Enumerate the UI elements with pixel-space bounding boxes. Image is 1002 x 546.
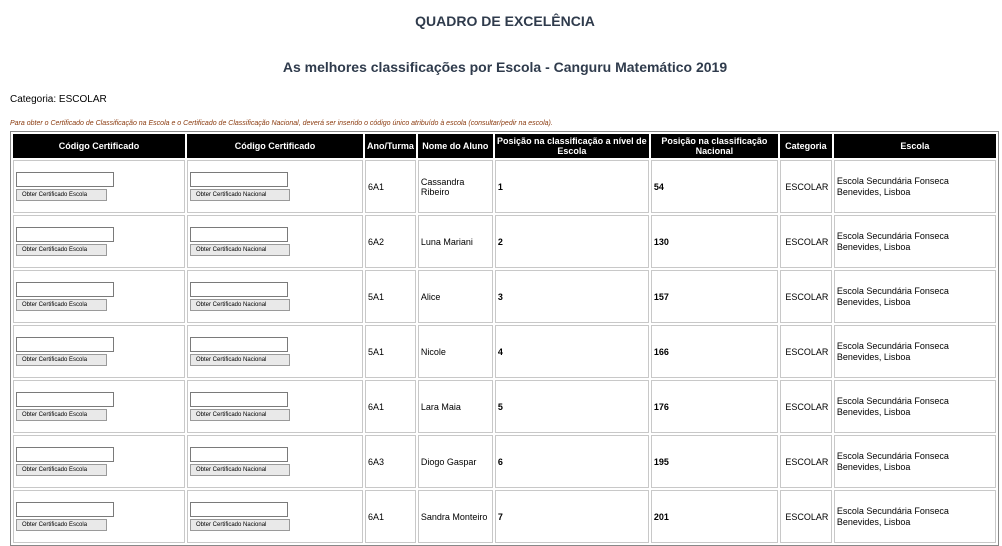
categoria-cell: ESCOLAR (780, 380, 832, 433)
table-row (13, 435, 996, 488)
cert-escola-input[interactable] (16, 282, 114, 297)
header-pos-nacional: Posição na classificação Nacional (651, 134, 778, 158)
cert-nacional-cell (187, 490, 363, 543)
results-table (10, 131, 999, 546)
pos-escola-cell: 7 (495, 490, 649, 543)
nome-aluno-cell: Cassandra Ribeiro (418, 160, 493, 213)
nome-aluno-cell: Luna Mariani (418, 215, 493, 268)
categoria-cell: ESCOLAR (780, 435, 832, 488)
get-national-certificate-button[interactable]: Obter Certificado Nacional (190, 409, 290, 421)
cert-nacional-cell (187, 380, 363, 433)
categoria-cell: ESCOLAR (780, 270, 832, 323)
pos-escola-cell: 3 (495, 270, 649, 323)
table-row (13, 160, 996, 213)
header-cert-escola: Código Certificado (13, 134, 185, 158)
cert-nacional-input[interactable] (190, 392, 288, 407)
certificate-note: Para obter o Certificado de Classificação na Escola e o Certificado de Classificação Nacional, deverá ser inserido o código único atribuído à escola (consultar/pedir na escola). (10, 120, 553, 127)
get-national-certificate-button[interactable]: Obter Certificado Nacional (190, 189, 290, 201)
cert-nacional-input[interactable] (190, 282, 288, 297)
pos-escola-cell: 5 (495, 380, 649, 433)
category-value: ESCOLAR (58, 94, 107, 105)
header-categoria: Categoria (780, 134, 832, 158)
table-header-row (13, 134, 996, 158)
nome-aluno-cell: Diogo Gaspar (418, 435, 493, 488)
get-national-certificate-button[interactable]: Obter Certificado Nacional (190, 354, 290, 366)
pos-escola-cell: 4 (495, 325, 649, 378)
pos-nacional-cell: 157 (651, 270, 778, 323)
get-national-certificate-button[interactable]: Obter Certificado Nacional (190, 464, 290, 476)
nome-aluno-cell: Sandra Monteiro (418, 490, 493, 543)
nome-aluno-cell: Nicole (418, 325, 493, 378)
table-row (13, 270, 996, 323)
get-national-certificate-button[interactable]: Obter Certificado Nacional (190, 244, 290, 256)
ano-turma-cell: 6A1 (365, 380, 416, 433)
cert-escola-input[interactable] (16, 392, 114, 407)
category-line (10, 94, 107, 105)
table-row (13, 380, 996, 433)
escola-cell: Escola Secundária Fonseca Benevides, Lisboa (834, 380, 996, 433)
cert-escola-input[interactable] (16, 502, 114, 517)
get-school-certificate-button[interactable]: Obter Certificado Escola (16, 189, 107, 201)
pos-nacional-cell: 166 (651, 325, 778, 378)
get-school-certificate-button[interactable]: Obter Certificado Escola (16, 464, 107, 476)
cert-escola-input[interactable] (16, 227, 114, 242)
escola-cell: Escola Secundária Fonseca Benevides, Lisboa (834, 160, 996, 213)
cert-escola-input[interactable] (16, 337, 114, 352)
ano-turma-cell: 6A1 (365, 490, 416, 543)
get-national-certificate-button[interactable]: Obter Certificado Nacional (190, 299, 290, 311)
header-escola: Escola (834, 134, 996, 158)
cert-escola-cell (13, 160, 185, 213)
get-school-certificate-button[interactable]: Obter Certificado Escola (16, 354, 107, 366)
cert-nacional-input[interactable] (190, 447, 288, 462)
escola-cell: Escola Secundária Fonseca Benevides, Lisboa (834, 270, 996, 323)
header-pos-escola: Posição na classificação a nível de Escola (495, 134, 649, 158)
ano-turma-cell: 6A2 (365, 215, 416, 268)
page-title: QUADRO DE EXCELÊNCIA (415, 13, 595, 29)
cert-escola-input[interactable] (16, 172, 114, 187)
header-ano-turma: Ano/Turma (365, 134, 416, 158)
table-row (13, 490, 996, 543)
cert-escola-cell (13, 380, 185, 433)
get-school-certificate-button[interactable]: Obter Certificado Escola (16, 299, 107, 311)
pos-nacional-cell: 176 (651, 380, 778, 433)
cert-nacional-cell (187, 435, 363, 488)
pos-nacional-cell: 201 (651, 490, 778, 543)
cert-escola-cell (13, 270, 185, 323)
cert-nacional-cell (187, 160, 363, 213)
cert-escola-cell (13, 435, 185, 488)
categoria-cell: ESCOLAR (780, 490, 832, 543)
cert-escola-input[interactable] (16, 447, 114, 462)
escola-cell: Escola Secundária Fonseca Benevides, Lisboa (834, 490, 996, 543)
cert-nacional-input[interactable] (190, 227, 288, 242)
ano-turma-cell: 6A1 (365, 160, 416, 213)
cert-nacional-cell (187, 215, 363, 268)
get-school-certificate-button[interactable]: Obter Certificado Escola (16, 519, 107, 531)
categoria-cell: ESCOLAR (780, 160, 832, 213)
ano-turma-cell: 6A3 (365, 435, 416, 488)
categoria-cell: ESCOLAR (780, 215, 832, 268)
pos-nacional-cell: 130 (651, 215, 778, 268)
header-cert-nacional: Código Certificado (187, 134, 363, 158)
cert-escola-cell (13, 490, 185, 543)
pos-escola-cell: 2 (495, 215, 649, 268)
escola-cell: Escola Secundária Fonseca Benevides, Lisboa (834, 325, 996, 378)
nome-aluno-cell: Alice (418, 270, 493, 323)
cert-nacional-cell (187, 270, 363, 323)
escola-cell: Escola Secundária Fonseca Benevides, Lisboa (834, 435, 996, 488)
table-row (13, 325, 996, 378)
ano-turma-cell: 5A1 (365, 325, 416, 378)
header-nome: Nome do Aluno (418, 134, 493, 158)
cert-escola-cell (13, 215, 185, 268)
nome-aluno-cell: Lara Maia (418, 380, 493, 433)
pos-escola-cell: 1 (495, 160, 649, 213)
escola-cell: Escola Secundária Fonseca Benevides, Lisboa (834, 215, 996, 268)
cert-nacional-cell (187, 325, 363, 378)
get-national-certificate-button[interactable]: Obter Certificado Nacional (190, 519, 290, 531)
get-school-certificate-button[interactable]: Obter Certificado Escola (16, 409, 107, 421)
cert-nacional-input[interactable] (190, 502, 288, 517)
pos-escola-cell: 6 (495, 435, 649, 488)
cert-nacional-input[interactable] (190, 337, 288, 352)
pos-nacional-cell: 195 (651, 435, 778, 488)
cert-nacional-input[interactable] (190, 172, 288, 187)
page-subtitle: As melhores classificações por Escola - Canguru Matemático 2019 (282, 59, 728, 75)
category-label: Categoria: (10, 94, 57, 105)
ano-turma-cell: 5A1 (365, 270, 416, 323)
cert-escola-cell (13, 325, 185, 378)
pos-nacional-cell: 54 (651, 160, 778, 213)
categoria-cell: ESCOLAR (780, 325, 832, 378)
table-row (13, 215, 996, 268)
get-school-certificate-button[interactable]: Obter Certificado Escola (16, 244, 107, 256)
table-body (13, 160, 996, 543)
